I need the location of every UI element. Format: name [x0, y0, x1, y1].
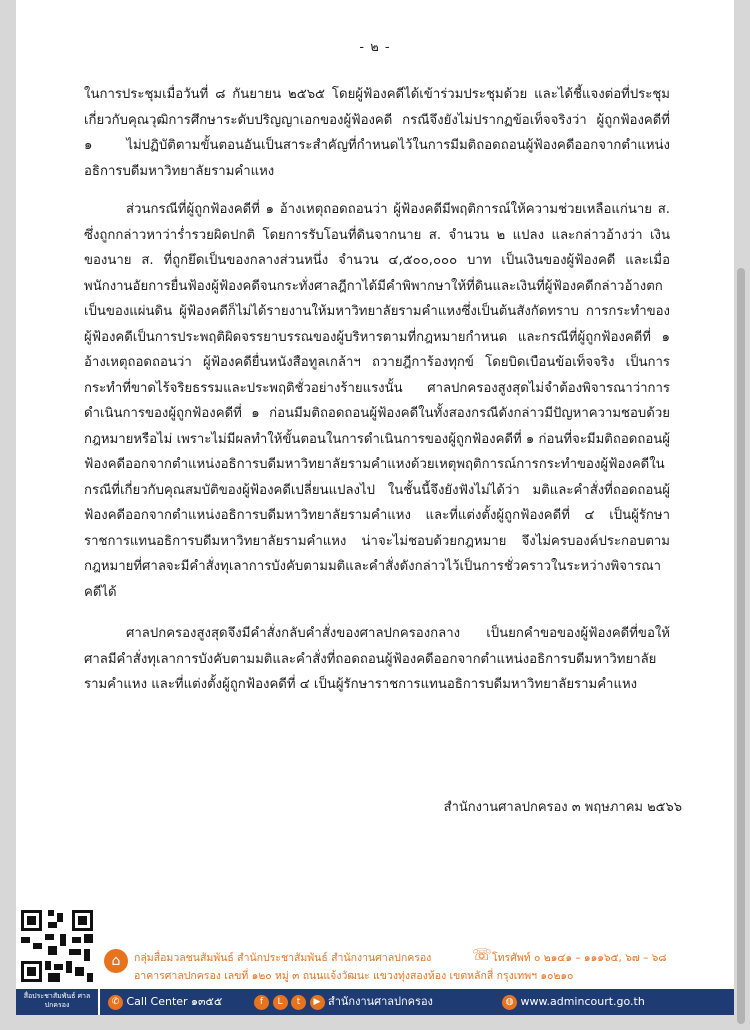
- website-link[interactable]: [502, 989, 645, 1015]
- scrollbar[interactable]: [737, 268, 745, 1024]
- globe-icon: ◍: [502, 995, 517, 1010]
- twitter-icon[interactable]: t: [291, 995, 306, 1010]
- document-body: [84, 82, 670, 698]
- line-icon[interactable]: L: [273, 995, 288, 1010]
- qr-label: สื่อประชาสัมพันธ์ ศาลปกครอง: [16, 989, 98, 1015]
- phone-number: โทรศัพท์ ๐ ๒๑๔๑ – ๑๑๑๖๕, ๖๗ – ๖๘: [492, 952, 667, 964]
- paragraph-1: ในการประชุมเมื่อวันที่ ๘ กันยายน ๒๕๖๕ โดยผู้ฟ้องคดีได้เข้าร่วมประชุมด้วย และได้ชี้แจงต่อที่ประชุมเกี่ยวกับคุณวุฒิการศึกษาระดับปริญญาเอกของผู้ฟ้องคดี กรณีจึงยังไม่ปรากฏข้อเท็จจริงว่า ผู้ถูกฟ้องคดีที่ ๑ ไม่ปฏิบัติตามขั้นตอนอันเป็นสาระสำคัญที่กำหนดไว้ในการมีมติถอดถอนผู้ฟ้องคดีออกจากตำแหน่งอธิการบดีมหาวิทยาลัยรามคำแหง: [84, 87, 670, 179]
- signoff-date: สำนักงานศาลปกครอง ๓ พฤษภาคม ๒๕๖๖: [443, 800, 682, 815]
- paragraph-2: ส่วนกรณีที่ผู้ถูกฟ้องคดีที่ ๑ อ้างเหตุถอดถอนว่า ผู้ฟ้องคดีมีพฤติการณ์ให้ความช่วยเหลือแก่นาย ส. ซึ่งถูกกล่าวหาว่าร่ำรวยผิดปกติ โดยการรับโอนที่ดินจากนาย ส. จำนวน ๒ แปลง และกล่าวอ้างว่า เงินของนาย ส. ที่ถูกยึดเป็นของกลางส่วนหนึ่ง จำนวน ๔,๕๐๐,๐๐๐ บาท เป็นเงินของผู้ฟ้องคดี และเมื่อพนักงานอัยการยื่นฟ้องผู้ฟ้องคดีจนกระทั่งศาลฎีกาได้มีคำพิพากษาให้ที่ดินและเงินที่ผู้ฟ้องคดีกล่าวอ้างตกเป็นของแผ่นดิน ผู้ฟ้องคดีก็ไม่ได้รายงานให้มหาวิทยาลัยรามคำแหงซึ่งเป็นต้นสังกัดทราบ การกระทำของผู้ฟ้องคดีเป็นการประพฤติผิดจรรยาบรรณของผู้บริหารตามที่กฎหมายกำหนด และกรณีที่ผู้ถูกฟ้องคดีที่ ๑ อ้างเหตุถอดถอนว่า ผู้ฟ้องคดียื่นหนังสือทูลเกล้าฯ ถวายฎีการ้องทุกข์ โดยบิดเบือนข้อเท็จจริง เป็นการกระทำที่ขาดไร้จริยธรรมและประพฤติชั่วอย่างร้ายแรงนั้น ศาลปกครองสูงสุดไม่จำต้องพิจารณาว่าการดำเนินการของผู้ถูกฟ้องคดีที่ ๑ ก่อนมีมติถอดถอนผู้ฟ้องคดีในทั้งสองกรณีดังกล่าวมีปัญหาความชอบด้วยกฎหมายหรือไม่ เพราะไม่มีผลทำให้ขั้นตอนในการดำเนินการของผู้ถูกฟ้องคดีที่ ๑ ก่อนที่จะมีมติถอดถอนผู้ฟ้องคดีออกจากตำแหน่งอธิการบดีมหาวิทยาลัยรามคำแหงด้วยเหตุพฤติการณ์การกระทำของผู้ฟ้องคดีในกรณีที่เกี่ยวกับคุณสมบัติของผู้ฟ้องคดีเปลี่ยนแปลงไป ในชั้นนี้จึงยังฟังไม่ได้ว่า มติและคำสั่งที่ถอดถอนผู้ฟ้องคดีออกจากตำแหน่งอธิการบดีมหาวิทยาลัยรามคำแหง และที่แต่งตั้งผู้ถูกฟ้องคดีที่ ๔ เป็นผู้รักษาราชการแทนอธิการบดีมหาวิทยาลัยรามคำแหง น่าจะไม่ชอบด้วยกฎหมาย จึงไม่ครบองค์ประกอบตามกฎหมายที่ศาลจะมีคำสั่งทุเลาการบังคับตามมติและคำสั่งดังกล่าวไว้เป็นการชั่วคราวในระหว่างพิจารณาคดีได้: [84, 202, 670, 600]
- social-name: สำนักงานศาลปกครอง: [328, 995, 433, 1008]
- facebook-icon[interactable]: f: [254, 995, 269, 1010]
- paragraph-3: ศาลปกครองสูงสุดจึงมีคำสั่งกลับคำสั่งของศาลปกครองกลาง เป็นยกคำขอของผู้ฟ้องคดีที่ขอให้ศาลมีคำสั่งทุเลาการบังคับตามมติและคำสั่งที่ถอดถอนผู้ฟ้องคดีออกจากตำแหน่งอธิการบดีมหาวิทยาลัยรามคำแหง และที่แต่งตั้งผู้ถูกฟ้องคดีที่ ๔ เป็นผู้รักษาราชการแทนอธิการบดีมหาวิทยาลัยรามคำแหง: [84, 626, 670, 692]
- qr-code-icon: [18, 905, 96, 987]
- youtube-icon[interactable]: ▶: [310, 995, 325, 1010]
- social-links[interactable]: [254, 989, 433, 1015]
- page-number: - ๒ -: [359, 40, 391, 55]
- call-center-label: Call Center ๑๓๕๕: [126, 995, 223, 1008]
- website-url: www.admincourt.go.th: [520, 995, 645, 1008]
- call-center[interactable]: [108, 989, 222, 1015]
- qr-block: [16, 903, 98, 1015]
- contact-strip: [100, 989, 734, 1015]
- document-page: [16, 0, 734, 1015]
- press-footer: [16, 903, 734, 1015]
- office-name: กลุ่มสื่อมวลชนสัมพันธ์ สำนักประชาสัมพันธ์ สำนักงานศาลปกครอง: [134, 952, 432, 964]
- government-icon: ⌂: [104, 949, 128, 973]
- whatsapp-icon: ✆: [108, 995, 123, 1010]
- phone-icon: ☏: [472, 945, 493, 964]
- office-address: อาคารศาลปกครอง เลขที่ ๑๒๐ หมู่ ๓ ถนนแจ้งวัฒนะ แขวงทุ่งสองห้อง เขตหลักสี่ กรุงเทพฯ ๑๐๒๑๐: [134, 970, 574, 982]
- contact-band: [100, 905, 734, 985]
